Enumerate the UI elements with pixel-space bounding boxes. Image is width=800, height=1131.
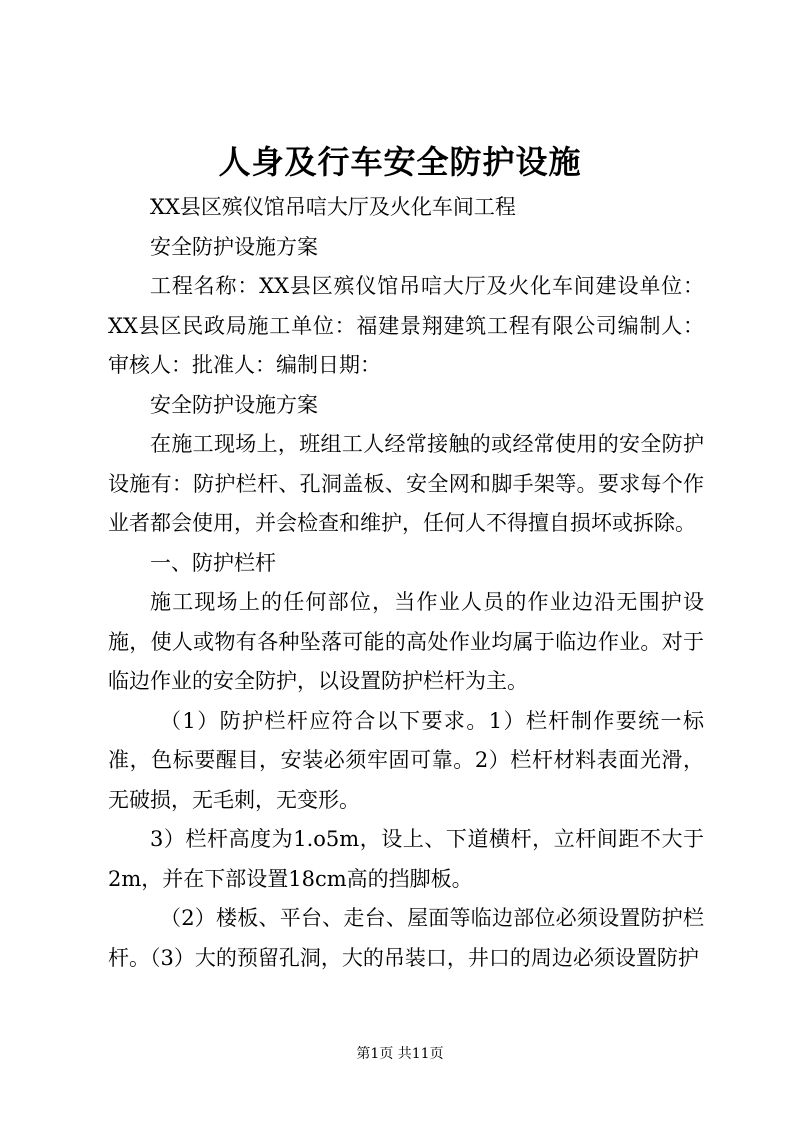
railing-height-paragraph: 3）栏杆高度为1.o5m，设上、下道横杆，立杆间距不大于2m，并在下部设置18cm高的挡脚板。 bbox=[108, 827, 704, 891]
requirement-1-paragraph: （1）防护栏杆应符合以下要求。1）栏杆制作要统一标准，色标要醒目，安装必须牢固可靠。2）栏杆材料表面光滑，无破损，无毛刺，无变形。 bbox=[108, 708, 704, 812]
edge-work-paragraph: 施工现场上的任何部位，当作业人员的作业边沿无围护设施，使人或物有各种坠落可能的高处作业均属于临边作业。对于临边作业的安全防护，以设置防护栏杆为主。 bbox=[108, 590, 704, 693]
page-footer: 第1页 共11页 bbox=[356, 1046, 444, 1062]
plan-title-paragraph: 安全防护设施方案 bbox=[150, 234, 318, 259]
plan-heading-paragraph: 安全防护设施方案 bbox=[150, 392, 318, 417]
project-info-paragraph: 工程名称：XX县区殡仪馆吊唁大厅及火化车间建设单位：XX县区民政局施工单位：福建景翔建筑工程有限公司编制人：审核人：批准人：编制日期： bbox=[108, 274, 704, 377]
requirement-2-paragraph: （2）楼板、平台、走台、屋面等临边部位必须设置防护栏杆。（3）大的预留孔洞，大的吊装口，井口的周边必须设置防护 bbox=[108, 906, 704, 970]
project-name-paragraph: XX县区殡仪馆吊唁大厅及火化车间工程 bbox=[150, 195, 516, 219]
document-title: 人身及行车安全防护设施 bbox=[218, 143, 582, 181]
intro-paragraph: 在施工现场上，班组工人经常接触的或经常使用的安全防护设施有：防护栏杆、孔洞盖板、安全网和脚手架等。要求每个作业者都会使用，并会检查和维护，任何人不得擅自损坏或拆除。 bbox=[108, 432, 704, 535]
section-heading-guardrail: 一、防护栏杆 bbox=[150, 550, 276, 575]
document-body bbox=[108, 188, 704, 978]
